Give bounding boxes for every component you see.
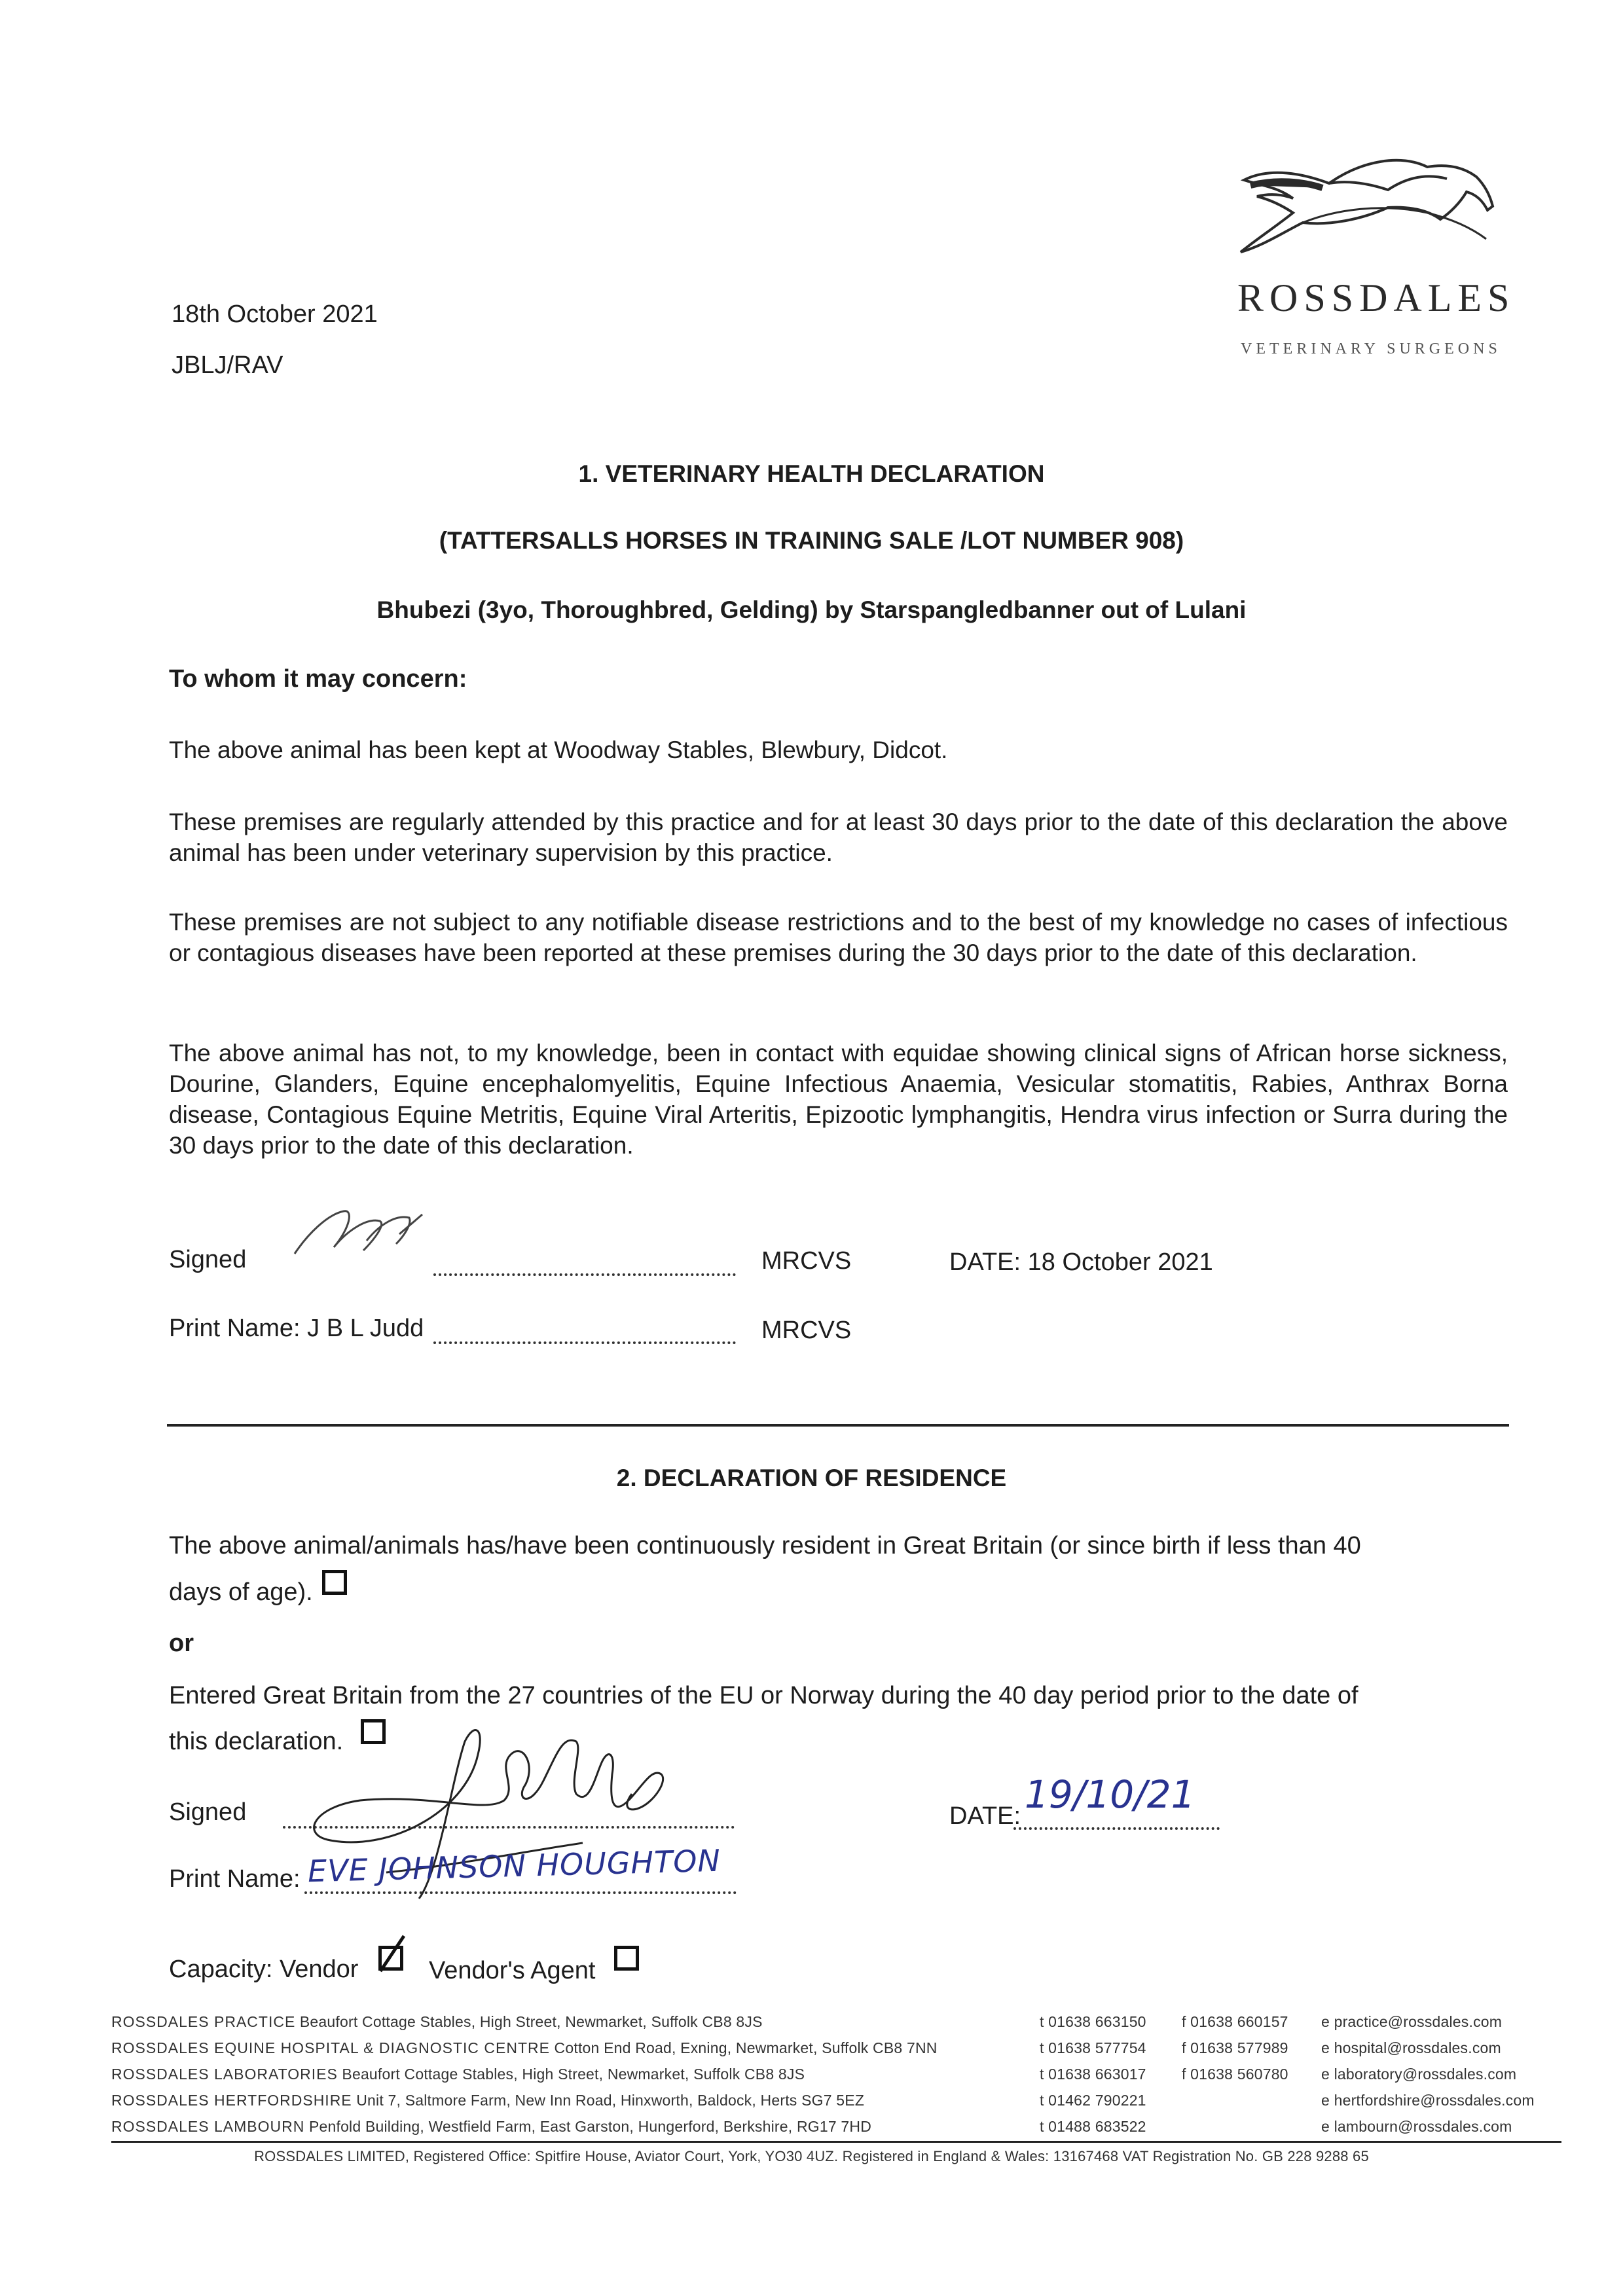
residence-option-line2: days of age).	[169, 1578, 313, 1606]
section2-title: 2. DECLARATION OF RESIDENCE	[616, 1465, 1007, 1491]
footer-branch-fax: f 01638 560780	[1182, 2066, 1288, 2083]
vendor-print-name-value: EVE JOHNSON HOUGHTON	[307, 1842, 721, 1889]
footer-branch-name: ROSSDALES EQUINE HOSPITAL & DIAGNOSTIC CENTRE	[111, 2039, 550, 2056]
brand-name: ROSSDALES	[1237, 276, 1516, 319]
footer-branch-address: Unit 7, Saltmore Farm, New Inn Road, Hinxworth, Baldock, Herts SG7 5EZ	[356, 2092, 865, 2109]
footer-branch-name: ROSSDALES HERTFORDSHIRE	[111, 2092, 352, 2109]
paragraph-supervision: These premises are regularly attended by this practice and for at least 30 days prior to the date of this declaration the above animal has been under veterinary supervision by this practice.	[169, 809, 1508, 866]
vendor-date-line	[1013, 1821, 1220, 1833]
paragraph-premises: The above animal has been kept at Woodway Stables, Blewbury, Didcot.	[169, 737, 948, 763]
entered-option-line1: Entered Great Britain from the 27 countries of the EU or Norway during the 40 day period prior to the date of	[169, 1682, 1359, 1709]
vendor-date-value: 19/10/21	[1025, 1772, 1195, 1817]
vet-print-mrcvs-label: MRCVS	[761, 1317, 852, 1344]
paragraph-contact: The above animal has not, to my knowledge, been in contact with equidae showing clinical signs of African horse sickness, Dourine, Glanders, Equine encephalomyelitis, Equine Infectious Anaemia, Vesicular stomatitis, Rabies, Anthrax Borna disease, Contagious Equine Metritis, Equine Viral Arteritis, Epizootic lymphangitis, Hendra virus infection or Surra during the 30 days prior to the date of this declaration.	[169, 1040, 1508, 1159]
residence-option-line1: The above animal/animals has/have been continuously resident in Great Britain (or since birth if less than 40	[169, 1532, 1361, 1559]
footer-registered-office: ROSSDALES LIMITED, Registered Office: Spitfire House, Aviator Court, York, YO30 4UZ. Registered in England & Wales: 13167468 VAT Registration No. GB 228 9288 65	[254, 2148, 1369, 2164]
footer-branch-tel: t 01462 790221	[1040, 2092, 1146, 2109]
footer-branch-address: Cotton End Road, Exning, Newmarket, Suffolk CB8 7NN	[554, 2039, 938, 2056]
vet-declaration-date: DATE: 18 October 2021	[949, 1248, 1213, 1276]
footer-branch-address: Beaufort Cottage Stables, High Street, Newmarket, Suffolk CB8 8JS	[299, 2013, 763, 2030]
footer-branch-tel: t 01488 683522	[1040, 2118, 1146, 2135]
vendor-checkbox[interactable]	[378, 1946, 403, 1971]
vet-print-name: Print Name: J B L Judd	[169, 1315, 424, 1342]
footer-branch-email[interactable]: e laboratory@rossdales.com	[1321, 2066, 1517, 2083]
letter-date: 18th October 2021	[172, 301, 378, 328]
vendors-agent-checkbox[interactable]	[614, 1946, 639, 1971]
footer-branch-address: Penfold Building, Westfield Farm, East Garston, Hungerford, Berkshire, RG17 7HD	[308, 2118, 872, 2135]
section1-subtitle: (TATTERSALLS HORSES IN TRAINING SALE /LOT NUMBER 908)	[439, 527, 1184, 554]
galloping-horse-logo-icon	[1231, 147, 1506, 259]
footer-branch-fax: f 01638 577989	[1182, 2039, 1288, 2056]
vet-signature-line	[433, 1267, 736, 1279]
footer-branch-email[interactable]: e hertfordshire@rossdales.com	[1321, 2092, 1535, 2109]
horse-description: Bhubezi (3yo, Thoroughbred, Gelding) by Starspangledbanner out of Lulani	[376, 596, 1247, 623]
or-label: or	[169, 1630, 194, 1657]
entered-option-line2: this declaration.	[169, 1728, 344, 1755]
vet-signature-icon	[282, 1195, 432, 1267]
section1-title: 1. VETERINARY HEALTH DECLARATION	[578, 460, 1045, 487]
resident-checkbox[interactable]	[322, 1570, 347, 1595]
capacity-vendor-label: Capacity: Vendor	[169, 1956, 359, 1983]
footer-branch-email[interactable]: e hospital@rossdales.com	[1321, 2039, 1501, 2056]
footer-branch-address: Beaufort Cottage Stables, High Street, Newmarket, Suffolk CB8 8JS	[342, 2066, 805, 2083]
salutation: To whom it may concern:	[169, 665, 467, 693]
brand-tagline: VETERINARY SURGEONS	[1241, 340, 1501, 357]
vendor-signed-label: Signed	[169, 1798, 247, 1826]
footer-divider	[111, 2141, 1561, 2143]
footer-branch-email[interactable]: e lambourn@rossdales.com	[1321, 2118, 1512, 2135]
paragraph-restrictions: These premises are not subject to any notifiable disease restrictions and to the best of my knowledge no cases of infectious or contagious diseases have been reported at these premises during the 30 days prior to the date of this declaration.	[169, 909, 1508, 966]
vet-mrcvs-label: MRCVS	[761, 1247, 852, 1275]
letter-reference: JBLJ/RAV	[172, 352, 283, 379]
footer-branch-name: ROSSDALES PRACTICE	[111, 2013, 296, 2030]
footer-branch-name: ROSSDALES LAMBOURN	[111, 2118, 305, 2135]
vet-print-name-line	[433, 1336, 736, 1347]
footer-branch-fax: f 01638 660157	[1182, 2013, 1288, 2030]
check-mark-icon	[379, 1935, 405, 1974]
capacity-vendors-agent-label: Vendor's Agent	[429, 1957, 596, 1984]
footer-branch-tel: t 01638 663150	[1040, 2013, 1146, 2030]
footer-branch-email[interactable]: e practice@rossdales.com	[1321, 2013, 1503, 2030]
footer-branch-tel: t 01638 577754	[1040, 2039, 1146, 2056]
vet-signed-label: Signed	[169, 1246, 247, 1273]
vendor-print-name-label: Print Name:	[169, 1865, 301, 1893]
section-divider	[167, 1424, 1509, 1427]
footer-branch-tel: t 01638 663017	[1040, 2066, 1146, 2083]
footer-branch-name: ROSSDALES LABORATORIES	[111, 2066, 338, 2083]
vendor-date-label: DATE:	[949, 1802, 1021, 1830]
